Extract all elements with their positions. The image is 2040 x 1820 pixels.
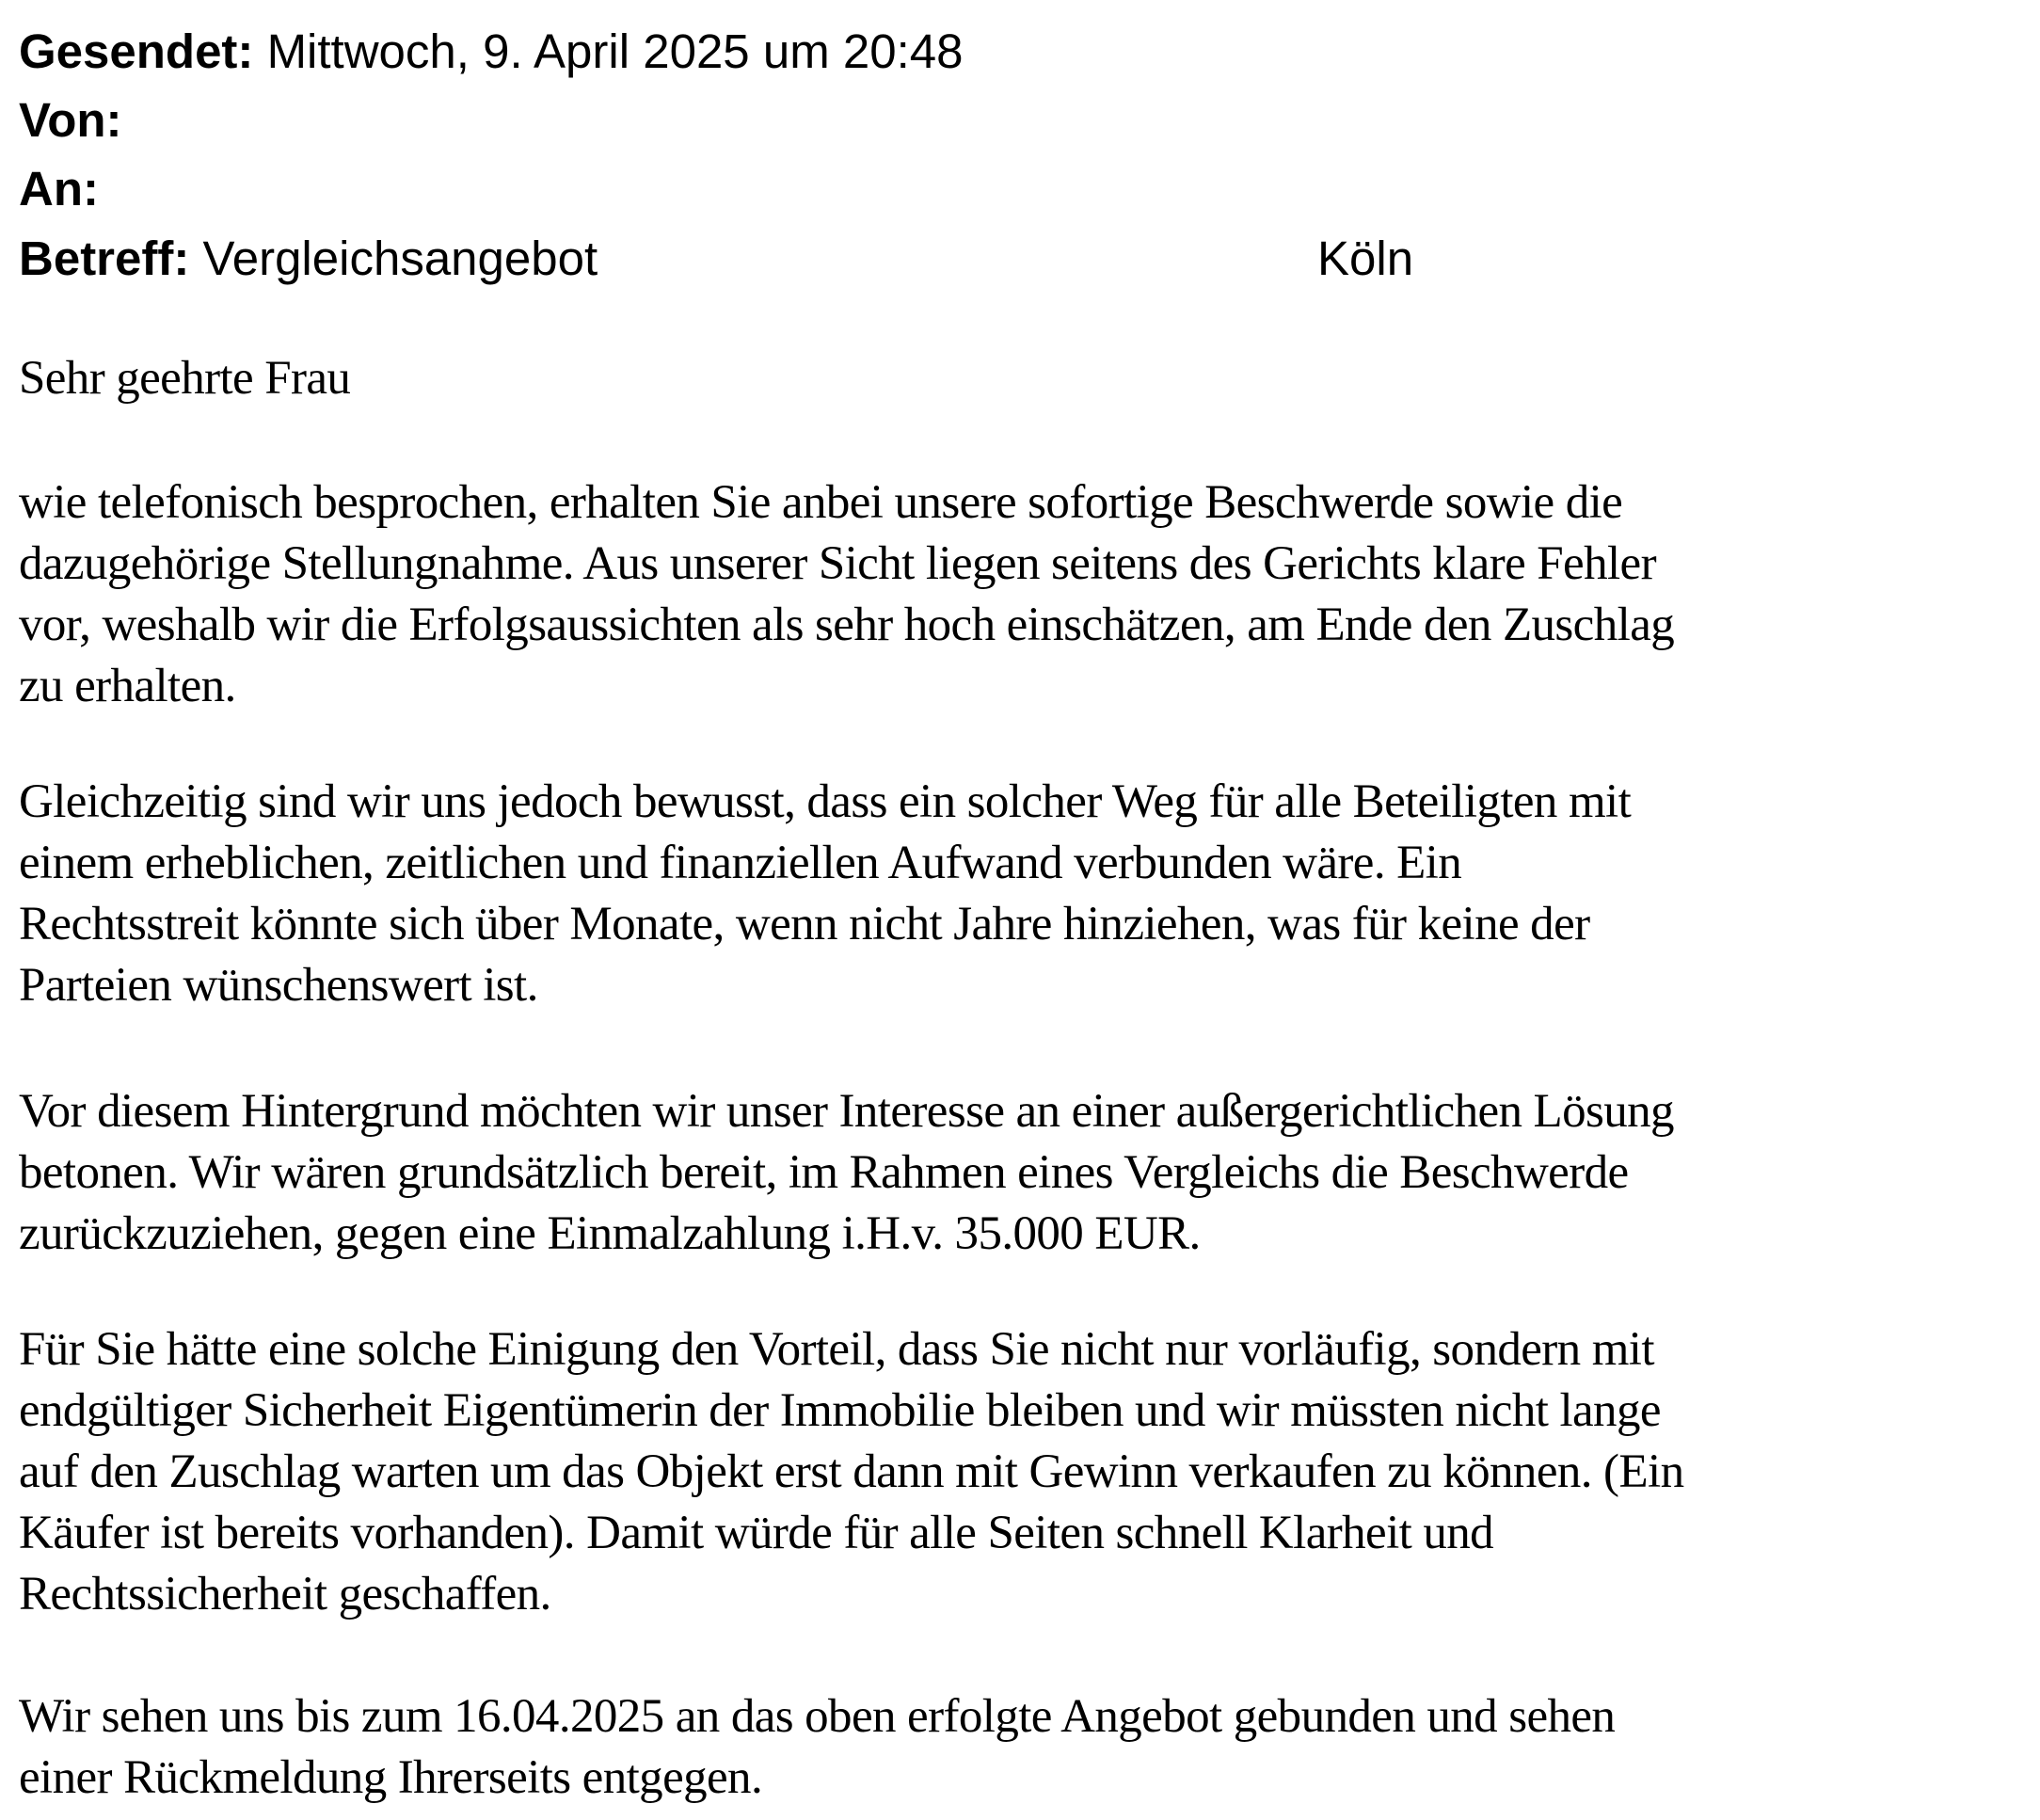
header-sent-row bbox=[19, 17, 963, 86]
paragraph-line: Gleichzeitig sind wir uns jedoch bewusst, dass ein solcher Weg für alle Beteiligten mit bbox=[19, 775, 1632, 828]
paragraph-4 bbox=[19, 1319, 1683, 1625]
sent-label: Gesendet: bbox=[19, 24, 254, 78]
paragraph-line: betonen. Wir wären grundsätzlich bereit, im Rahmen eines Vergleichs die Beschwerde bbox=[19, 1146, 1629, 1199]
paragraph-line: Käufer ist bereits vorhanden). Damit würde für alle Seiten schnell Klarheit und bbox=[19, 1507, 1494, 1559]
subject-label: Betreff: bbox=[19, 231, 190, 285]
paragraph-line: Rechtsstreit könnte sich über Monate, wenn nicht Jahre hinziehen, was für keine der bbox=[19, 898, 1590, 950]
paragraph-line: einem erheblichen, zeitlichen und finanziellen Aufwand verbunden wäre. Ein bbox=[19, 837, 1462, 889]
sent-value: Mittwoch, 9. April 2025 um 20:48 bbox=[266, 24, 964, 78]
paragraph-line: dazugehörige Stellungnahme. Aus unserer Sicht liegen seitens des Gerichts klare Fehler bbox=[19, 537, 1656, 590]
salutation bbox=[19, 348, 350, 409]
paragraph-3 bbox=[19, 1081, 1674, 1265]
salutation-line: Sehr geehrte Frau bbox=[19, 352, 351, 405]
city-text: Köln bbox=[1317, 231, 1414, 285]
paragraph-1 bbox=[19, 472, 1674, 717]
paragraph-line: zurückzuziehen, gegen eine Einmalzahlung i.H.v. 35.000 EUR. bbox=[19, 1207, 1201, 1260]
header-to-row bbox=[19, 154, 99, 223]
paragraph-line: Vor diesem Hintergrund möchten wir unser Interesse an einer außergerichtlichen Lösung bbox=[19, 1085, 1674, 1138]
paragraph-line: Wir sehen uns bis zum 16.04.2025 an das oben erfolgte Angebot gebunden und sehen bbox=[19, 1690, 1616, 1743]
header-from-row bbox=[19, 86, 122, 154]
paragraph-line: einer Rückmeldung Ihrerseits entgegen. bbox=[19, 1751, 763, 1804]
paragraph-line: Rechtssicherheit geschaffen. bbox=[19, 1568, 551, 1620]
paragraph-line: wie telefonisch besprochen, erhalten Sie anbei unsere sofortige Beschwerde sowie die bbox=[19, 476, 1623, 529]
paragraph-line: vor, weshalb wir die Erfolgsaussichten als sehr hoch einschätzen, am Ende den Zuschlag bbox=[19, 599, 1675, 651]
header-subject-row bbox=[19, 224, 598, 293]
paragraph-line: auf den Zuschlag warten um das Objekt erst dann mit Gewinn verkaufen zu können. (Ein bbox=[19, 1445, 1684, 1498]
paragraph-line: endgültiger Sicherheit Eigentümerin der Immobilie bleiben und wir müssten nicht lange bbox=[19, 1384, 1661, 1437]
to-label: An: bbox=[19, 162, 99, 216]
paragraph-5 bbox=[19, 1686, 1615, 1809]
paragraph-line: zu erhalten. bbox=[19, 660, 236, 712]
from-label: Von: bbox=[19, 93, 122, 147]
paragraph-line: Für Sie hätte eine solche Einigung den Vorteil, dass Sie nicht nur vorläufig, sondern mit bbox=[19, 1323, 1654, 1376]
paragraph-line: Parteien wünschenswert ist. bbox=[19, 959, 538, 1012]
paragraph-2 bbox=[19, 772, 1631, 1016]
subject-value: Vergleichsangebot bbox=[202, 231, 598, 285]
